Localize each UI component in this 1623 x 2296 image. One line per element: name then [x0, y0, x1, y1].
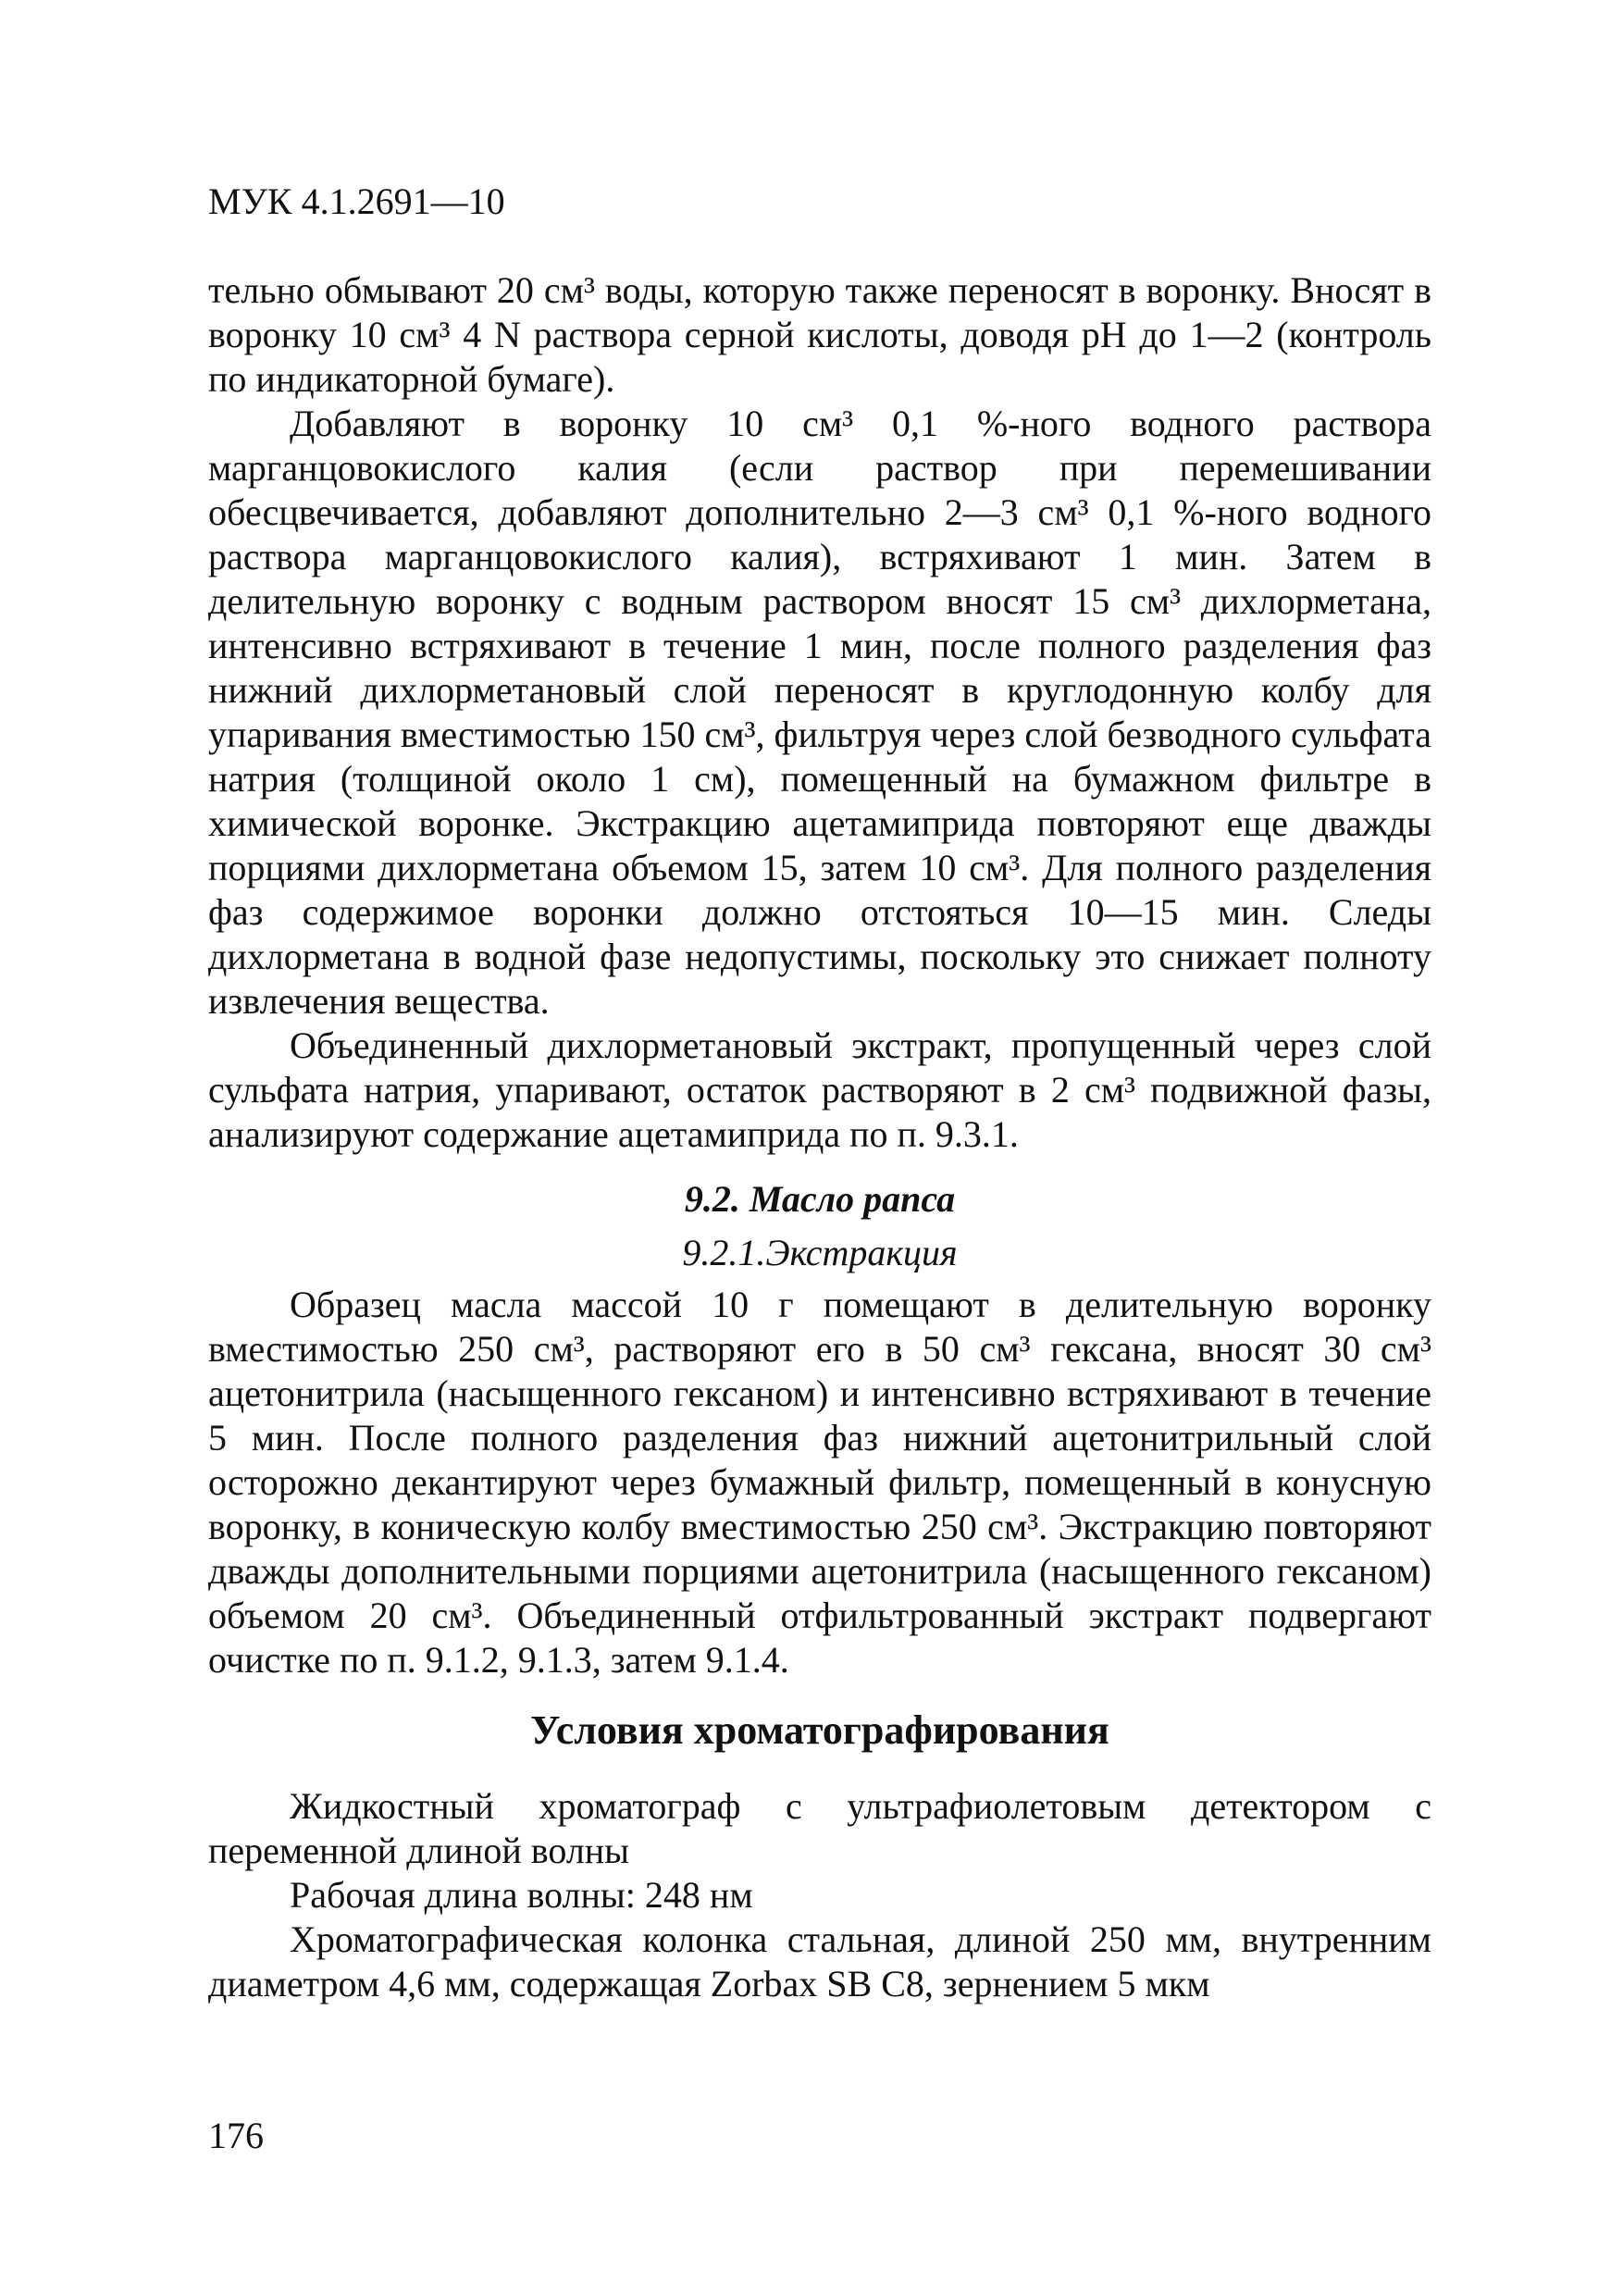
- paragraph-column: Хроматографическая колонка стальная, длиной 250 мм, внутренним диаметром 4,6 мм, содержащая Zorbax SB C8, зернением 5 мкм: [208, 1918, 1431, 2004]
- subsection-title-extraction: 9.2.1.Экстракция: [682, 1232, 958, 1273]
- paragraph-continuation: тельно обмывают 20 см³ воды, которую также переносят в воронку. Вносят в воронку 10 см³ 4 N раствора серной кислоты, доводя рН до 1—2 (контроль по индикаторной бумаге).: [208, 269, 1431, 400]
- paragraph-oil-extraction: Образец масла массой 10 г помещают в делительную воронку вместимостью 250 см³, растворяют его в 50 см³ гексана, вносят 30 см³ ацетонитрила (насыщенного гексаном) и интенсивно встряхивают в течение 5 мин. После полного разделения фаз нижний ацетонитрильный слой осторожно декантируют через бумажный фильтр, помещенный в конусную воронку, в коническую колбу вместимостью 250 см³. Экстракцию повторяют дважды дополнительными порциями ацетонитрила (насыщенного гексаном) объемом 20 см³. Объединенный отфильтрованный экстракт подвергают очистке по п. 9.1.2, 9.1.3, затем 9.1.4.: [208, 1284, 1431, 1681]
- page-body: [208, 268, 1431, 2006]
- section-heading-chromatography: Условия хроматографирования: [530, 1707, 1109, 1753]
- document-code-header: МУК 4.1.2691—10: [208, 180, 505, 222]
- page-number: 176: [208, 2115, 264, 2156]
- paragraph-wavelength: Рабочая длина волны: 248 нм: [290, 1874, 753, 1916]
- section-title-rapeseed-oil: 9.2. Масло рапса: [684, 1178, 956, 1220]
- paragraph-combined-extract: Объединенный дихлорметановый экстракт, пропущенный через слой сульфата натрия, упаривают, остаток растворяют в 2 см³ подвижной фазы, анализируют содержание ацетамиприда по п. 9.3.1.: [208, 1024, 1431, 1155]
- paragraph-permanganate-extraction: Добавляют в воронку 10 см³ 0,1 %-ного водного раствора марганцовокислого калия (если раствор при перемешивании обесцвечивается, добавляют дополнительно 2—3 см³ 0,1 %-ного водного раствора марганцовокислого калия), встряхивают 1 мин. Затем в делительную воронку с водным раствором вносят 15 см³ дихлорметана, интенсивно встряхивают в течение 1 мин, после полного разделения фаз нижний дихлорметановый слой переносят в круглодонную колбу для упаривания вместимостью 150 см³, фильтруя через слой безводного сульфата натрия (толщиной около 1 см), помещенный на бумажном фильтре в химической воронке. Экстракцию ацетамиприда повторяют еще дважды порциями дихлорметана объемом 15, затем 10 см³. Для полного разделения фаз содержимое воронки должно отстояться 10—15 мин. Следы дихлорметана в водной фазе недопустимы, поскольку это снижает полноту извлечения вещества.: [208, 403, 1431, 1022]
- paragraph-chromatograph: Жидкостный хроматограф с ультрафиолетовым детектором с переменной длиной волны: [208, 1785, 1431, 1871]
